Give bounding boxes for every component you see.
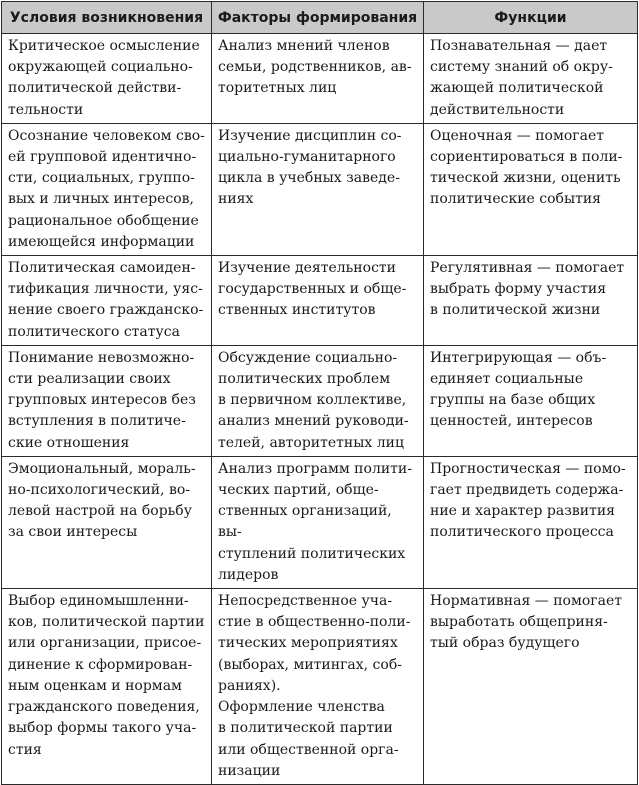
- cell-factor: Изучение деятельности государственных и обще- ственных институтов: [212, 256, 424, 346]
- content-table: [1, 1, 638, 785]
- cell-condition: Политическая самоиден- тификация личности, уяс- нение своего гражданско- политического статуса: [2, 256, 212, 346]
- cell-condition: Эмоциональный, мораль- но-психологический, во- левой настрой на борьбу за свои интересы: [2, 456, 212, 588]
- table-row: [2, 345, 638, 456]
- table-row: [2, 123, 638, 255]
- cell-condition: Выбор единомышленни- ков, политической партии или организации, присое- динение к сформирован- ным оценкам и нормам гражданского поведения, выбор формы такого уча- стия: [2, 589, 212, 785]
- table-row: [2, 256, 638, 346]
- cell-factor: Анализ программ полити- ческих партий, обще- ственных организаций, вы- ступлений политических лидеров: [212, 456, 424, 588]
- cell-factor: Обсуждение социально- политических проблем в первичном коллективе, анализ мнений руководи- телей, авторитетных лиц: [212, 345, 424, 456]
- cell-function: Познавательная — дает систему знаний об окру- жающей политической действительности: [424, 34, 638, 124]
- header-functions: Функции: [424, 2, 638, 34]
- header-conditions: Условия возникновения: [2, 2, 212, 34]
- cell-function: Регулятивная — помогает выбрать форму участия в политической жизни: [424, 256, 638, 346]
- cell-condition: Критическое осмысление окружающей социально- политической действи- тельности: [2, 34, 212, 124]
- cell-function: Интегрирующая — объ- единяет социальные группы на базе общих ценностей, интересов: [424, 345, 638, 456]
- header-factors: Факторы формирования: [212, 2, 424, 34]
- cell-condition: Осознание человеком сво- ей групповой идентично- сти, социальных, группо- вых и личных интересов, рациональное обобщение имеющейся информации: [2, 123, 212, 255]
- cell-function: Нормативная — помогает выработать общеприня- тый образ будущего: [424, 589, 638, 785]
- cell-factor: Анализ мнений членов семьи, родственников, ав- торитетных лиц: [212, 34, 424, 124]
- cell-factor: Непосредственное уча- стие в общественно-поли- тических мероприятиях (выборах, митингах, соб- раниях). Оформление членства в политической партии или общественной орга- низации: [212, 589, 424, 785]
- header-row: [2, 2, 638, 34]
- cell-function: Оценочная — помогает сориентироваться в поли- тической жизни, оценить политические события: [424, 123, 638, 255]
- cell-factor: Изучение дисциплин со- циально-гуманитарного цикла в учебных заведе- ниях: [212, 123, 424, 255]
- table-row: [2, 589, 638, 785]
- table-row: [2, 456, 638, 588]
- cell-function: Прогностическая — помо- гает предвидеть содержа- ние и характер развития политического процесса: [424, 456, 638, 588]
- table-row: [2, 34, 638, 124]
- cell-condition: Понимание невозможно- сти реализации своих групповых интересов без вступления в политиче- ские отношения: [2, 345, 212, 456]
